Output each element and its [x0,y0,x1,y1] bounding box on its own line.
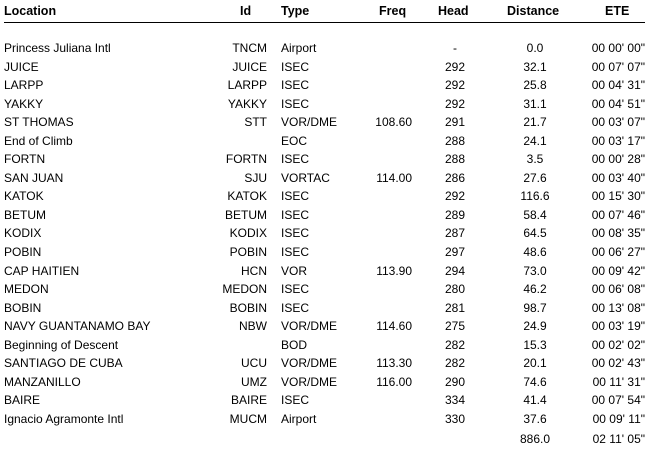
cell-ete: 00 15' 30" [591,189,645,204]
cell-distance: 3.5 [526,152,544,167]
cell-location: CAP HAITIEN [4,263,80,278]
cell-type: ISEC [281,300,310,315]
cell-type: VOR/DME [281,374,338,389]
cell-distance: 0.0 [526,41,544,55]
cell-type: ISEC [281,152,310,167]
cell-location: End of Climb [4,133,73,148]
cell-ete: 00 00' 00" [591,41,645,55]
cell-type: ISEC [281,282,310,297]
table-row[interactable] [0,410,650,429]
cell-head: 282 [444,337,466,352]
cell-distance: 116.6 [520,189,550,204]
cell-distance: 37.6 [523,411,547,426]
cell-id: TNCM [232,41,267,55]
header-type[interactable]: Type [281,4,310,18]
table-row[interactable] [0,317,650,336]
table-row[interactable] [0,391,650,410]
cell-distance: 25.8 [523,78,547,93]
cell-id: POBIN [229,245,267,260]
cell-location: LARPP [4,78,44,93]
cell-location: NAVY GUANTANAMO BAY [4,319,151,334]
cell-head: 282 [444,356,466,371]
table-row[interactable] [0,206,650,225]
table-row[interactable] [0,58,650,77]
cell-id: MUCM [229,411,267,426]
cell-ete: 00 06' 27" [591,245,645,260]
cell-id: LARPP [227,78,267,93]
cell-distance: 48.6 [523,245,547,260]
header-distance[interactable]: Distance [507,4,560,18]
cell-type: VOR/DME [281,319,338,334]
cell-id: UCU [241,356,267,371]
cell-location: SANTIAGO DE CUBA [4,356,123,371]
header-freq[interactable]: Freq [379,4,407,18]
table-row[interactable] [0,169,650,188]
cell-head: 288 [444,152,466,167]
cell-head: 292 [444,78,466,93]
table-row[interactable] [0,132,650,151]
cell-type: ISEC [281,393,310,408]
cell-id: HCN [241,263,267,278]
cell-type: VOR/DME [281,115,338,130]
cell-id: STT [244,115,267,130]
cell-head: 286 [444,170,466,185]
cell-distance: 24.1 [523,133,547,148]
cell-ete: 00 09' 42" [591,263,645,278]
cell-type: Airport [281,411,317,426]
header-divider [4,22,645,23]
cell-id: KODIX [229,226,267,241]
cell-location: BAIRE [4,393,41,408]
table-row[interactable] [0,336,650,355]
cell-id: BETUM [225,207,267,222]
cell-distance: 74.6 [523,374,547,389]
cell-freq: 114.60 [376,319,412,334]
cell-ete: 00 08' 35" [591,226,645,241]
table-row[interactable] [0,373,650,392]
cell-ete: 00 07' 54" [591,393,645,408]
cell-id: FORTN [225,152,267,167]
cell-type: EOC [281,133,308,148]
total-ete: 02 11' 05" [592,432,645,446]
cell-distance: 58.4 [523,207,547,222]
table-body [0,39,650,428]
cell-ete: 00 03' 40" [591,170,645,185]
cell-type: Airport [281,41,317,55]
cell-head: 275 [444,319,466,334]
cell-location: KATOK [4,189,44,204]
cell-id: YAKKY [227,96,267,111]
cell-distance: 20.1 [523,356,547,371]
cell-id: MEDON [222,282,267,297]
cell-head: - [453,41,457,55]
cell-ete: 00 04' 51" [591,96,645,111]
cell-type: ISEC [281,59,310,74]
cell-id: BOBIN [229,300,267,315]
cell-type: ISEC [281,207,310,222]
cell-freq: 114.00 [376,170,412,185]
cell-type: ISEC [281,78,310,93]
totals-row [0,430,650,448]
cell-distance: 64.5 [523,226,547,241]
cell-id: SJU [244,170,267,185]
cell-ete: 00 09' 11" [592,411,645,426]
cell-ete: 00 13' 08" [591,300,645,315]
cell-location: SAN JUAN [4,170,64,185]
cell-head: 334 [444,393,466,408]
cell-type: VORTAC [281,170,330,185]
cell-freq: 113.90 [376,263,412,278]
header-head[interactable]: Head [438,4,469,18]
cell-type: ISEC [281,245,310,260]
cell-freq: 116.00 [376,374,412,389]
cell-location: Beginning of Descent [4,337,119,352]
cell-ete: 00 02' 43" [591,356,645,371]
table-row[interactable] [0,224,650,243]
table-row[interactable] [0,354,650,373]
cell-ete: 00 03' 17" [591,133,645,148]
cell-ete: 00 03' 19" [591,319,645,334]
cell-location: FORTN [4,152,46,167]
table-row[interactable] [0,150,650,169]
total-distance: 886.0 [519,432,551,446]
header-id[interactable]: Id [240,4,252,18]
cell-ete: 00 07' 46" [591,207,645,222]
table-row[interactable] [0,95,650,114]
cell-head: 288 [444,133,466,148]
cell-location: KODIX [4,226,42,241]
cell-ete: 00 03' 07" [591,115,645,130]
table-row[interactable] [0,113,650,132]
cell-head: 280 [444,282,466,297]
cell-head: 289 [444,207,466,222]
cell-location: ST THOMAS [4,115,74,130]
cell-ete: 00 04' 31" [591,78,645,93]
table-row[interactable] [0,187,650,206]
cell-type: VOR/DME [281,356,338,371]
cell-distance: 98.7 [523,300,547,315]
cell-head: 290 [444,374,466,389]
cell-head: 292 [444,59,466,74]
cell-ete: 00 02' 02" [591,337,645,352]
cell-location: Princess Juliana Intl [4,41,111,55]
cell-location: BOBIN [4,300,42,315]
cell-id: KATOK [227,189,267,204]
cell-location: MANZANILLO [4,374,81,389]
table-row[interactable] [0,262,650,281]
cell-location: POBIN [4,245,42,260]
cell-freq: 113.30 [376,356,412,371]
cell-distance: 24.9 [523,319,547,334]
cell-distance: 21.7 [523,115,547,130]
cell-head: 330 [444,411,466,426]
table-row[interactable] [0,299,650,318]
cell-type: ISEC [281,189,310,204]
cell-distance: 15.3 [523,337,547,352]
cell-distance: 27.6 [523,170,547,185]
cell-head: 287 [444,226,466,241]
cell-ete: 00 07' 07" [591,59,645,74]
cell-type: ISEC [281,96,310,111]
cell-location: Ignacio Agramonte Intl [4,411,124,426]
cell-head: 292 [444,96,466,111]
cell-ete: 00 11' 31" [592,374,645,389]
cell-distance: 32.1 [523,59,547,74]
cell-location: YAKKY [4,96,44,111]
cell-distance: 31.1 [523,96,547,111]
cell-type: VOR [281,263,308,278]
cell-head: 291 [444,115,466,130]
cell-location: BETUM [4,207,46,222]
header-location[interactable]: Location [4,4,57,18]
cell-location: JUICE [4,59,39,74]
cell-head: 292 [444,189,466,204]
cell-ete: 00 06' 08" [591,282,645,297]
cell-distance: 46.2 [523,282,547,297]
cell-type: ISEC [281,226,310,241]
header-ete[interactable]: ETE [605,4,630,18]
cell-head: 294 [444,263,466,278]
cell-id: JUICE [232,59,267,74]
table-row[interactable] [0,39,650,58]
cell-distance: 41.4 [523,393,547,408]
cell-id: NBW [239,319,267,334]
cell-id: UMZ [241,374,267,389]
cell-head: 297 [444,245,466,260]
cell-type: BOD [281,337,308,352]
table-header [0,2,650,20]
table-row[interactable] [0,76,650,95]
table-row[interactable] [0,280,650,299]
table-row[interactable] [0,243,650,262]
cell-freq: 108.60 [375,115,412,130]
cell-id: BAIRE [230,393,267,408]
cell-distance: 73.0 [523,263,547,278]
cell-head: 281 [444,300,466,315]
cell-ete: 00 00' 28" [591,152,645,167]
cell-location: MEDON [4,282,49,297]
